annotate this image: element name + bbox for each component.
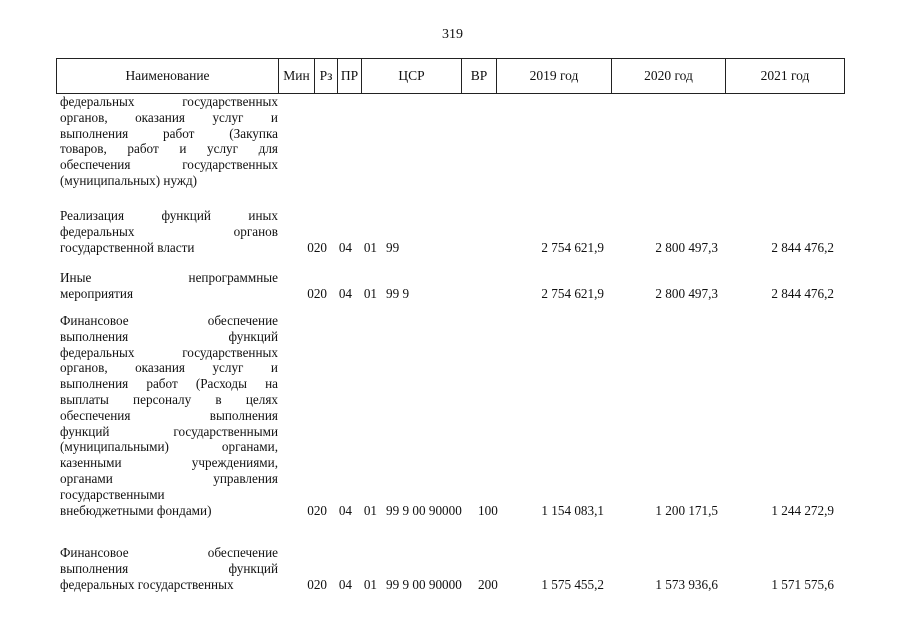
row-name — [56, 313, 278, 518]
cell-csr: 99 — [386, 239, 400, 255]
page-number: 319 — [442, 27, 463, 42]
header-2020: 2020 год — [612, 59, 726, 93]
cell-rz: 04 — [338, 576, 352, 592]
header-rz: Рз — [315, 59, 338, 93]
cell-csr: 99 9 00 90000 — [386, 502, 462, 518]
table-header — [56, 58, 845, 94]
cell-2020: 2 800 497,3 — [655, 239, 718, 255]
row-name — [56, 270, 278, 302]
table-row — [56, 313, 835, 518]
name-line: казенными учреждениями, — [60, 455, 278, 471]
name-line: выплаты персоналу в целях — [60, 391, 278, 407]
name-line: выполнения функций — [60, 560, 278, 576]
table-row — [56, 270, 835, 302]
name-line: Финансовое обеспечение — [60, 545, 278, 560]
cell-2019: 2 754 621,9 — [541, 285, 604, 301]
header-2021: 2021 год — [760, 68, 810, 83]
name-line: федеральных государственных — [60, 344, 278, 360]
name-line: органов, оказания услуг и — [60, 360, 278, 376]
name-line: мероприятия — [60, 285, 134, 301]
name-line: внебюджетными фондами) — [60, 502, 212, 518]
row-name — [56, 94, 278, 189]
cell-2021: 2 844 476,2 — [771, 239, 834, 255]
row-name — [56, 208, 278, 255]
name-line: государственной власти — [60, 239, 195, 255]
name-line: Финансовое обеспечение — [60, 313, 278, 328]
cell-min: 020 — [307, 285, 327, 301]
cell-pr: 01 — [363, 502, 377, 518]
table-row — [56, 208, 835, 255]
name-line: Реализация функций иных — [60, 208, 278, 223]
cell-rz: 04 — [338, 502, 352, 518]
name-line: государственными — [60, 486, 165, 502]
cell-2021: 1 244 272,9 — [771, 502, 834, 518]
cell-pr: 01 — [363, 239, 377, 255]
name-line: федеральных государственных — [60, 576, 234, 592]
name-line: (муниципальных) нужд) — [60, 172, 198, 188]
cell-pr: 01 — [363, 285, 377, 301]
name-line: (муниципальными) органами, — [60, 439, 278, 455]
header-2019: 2019 год — [497, 59, 612, 93]
name-line: функций государственными — [60, 423, 278, 439]
name-line: органами управления — [60, 470, 278, 486]
name-line: Иные непрограммные — [60, 270, 278, 285]
header-name: Наименование — [57, 59, 279, 93]
name-line: федеральных органов — [60, 223, 278, 239]
cell-2019: 2 754 621,9 — [541, 239, 604, 255]
name-line: выполнения работ (Закупка — [60, 125, 278, 141]
cell-rz: 04 — [338, 285, 352, 301]
name-line: органов, оказания услуг и — [60, 109, 278, 125]
name-line: обеспечения государственных — [60, 157, 278, 173]
cell-csr: 99 9 00 90000 — [386, 576, 462, 592]
header-csr: ЦСР — [362, 59, 462, 93]
cell-csr: 99 9 — [386, 285, 410, 301]
cell-2021: 1 571 575,6 — [771, 576, 834, 592]
cell-2020: 1 200 171,5 — [655, 502, 718, 518]
cell-2019: 1 575 455,2 — [541, 576, 604, 592]
cell-rz: 04 — [338, 239, 352, 255]
name-line: выполнения функций — [60, 328, 278, 344]
cell-2021: 2 844 476,2 — [771, 285, 834, 301]
name-line: федеральных государственных — [60, 94, 278, 109]
cell-2020: 2 800 497,3 — [655, 285, 718, 301]
name-line: выполнения работ (Расходы на — [60, 376, 278, 392]
row-name — [56, 545, 278, 592]
cell-min: 020 — [307, 502, 327, 518]
header-vr: ВР — [462, 59, 497, 93]
cell-vr: 200 — [478, 576, 498, 592]
cell-pr: 01 — [363, 576, 377, 592]
cell-2019: 1 154 083,1 — [541, 502, 604, 518]
cell-min: 020 — [307, 239, 327, 255]
cell-vr: 100 — [478, 502, 498, 518]
table-row — [56, 94, 835, 189]
header-min: Мин — [279, 59, 315, 93]
table-row — [56, 545, 835, 592]
cell-min: 020 — [307, 576, 327, 592]
header-pr: ПР — [338, 59, 362, 93]
cell-2020: 1 573 936,6 — [655, 576, 718, 592]
name-line: товаров, работ и услуг для — [60, 141, 278, 157]
name-line: обеспечения выполнения — [60, 407, 278, 423]
